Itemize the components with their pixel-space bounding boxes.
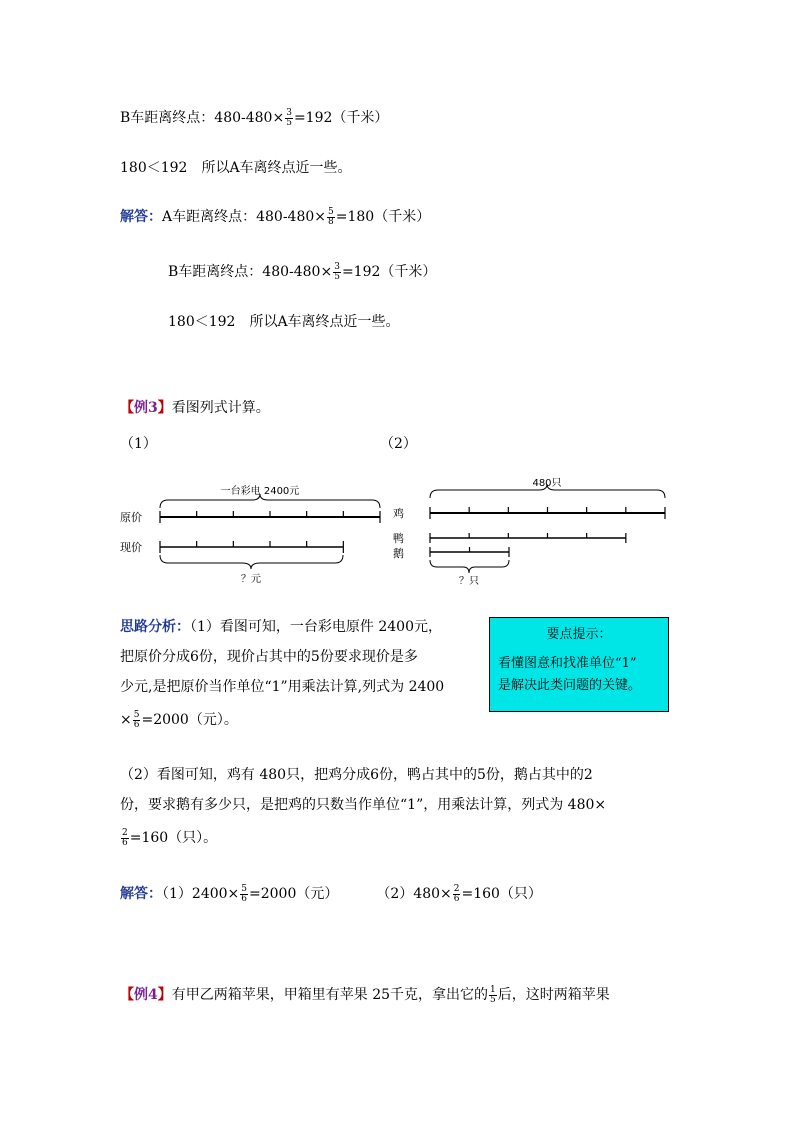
tip-text-2: 是解决此类问题的关键。	[498, 678, 642, 693]
analysis-line-2: 把原价分成6份，现价占其中的5份要求现价是多	[120, 649, 418, 665]
answer-label: 解答：	[120, 209, 162, 225]
bottom-brace	[430, 560, 509, 573]
answer-comparison-line: 180＜192 所以A车离终点近一些。	[168, 314, 400, 330]
answer3-line: 解答：（1）2400× $\frac{5}{6}$ =2000（元） （2）480× $\frac{2}{6}$ =160（只）	[120, 883, 542, 904]
fraction: $\frac{2}{6}$	[453, 883, 460, 904]
example3-heading: 【例3】看图列式计算。	[120, 400, 270, 416]
diagram1-bottom-label: ？元	[241, 574, 261, 585]
top-brace	[430, 484, 665, 498]
fraction: $\frac{5}{6}$	[241, 883, 248, 904]
analysis-p2-line-3: $\frac{2}{6}$ =160（只）。	[122, 827, 218, 848]
row-label-current: 现价	[120, 541, 142, 554]
a-distance-text: A车距离终点：480-480×	[162, 209, 327, 225]
analysis-label: 思路分析：	[120, 619, 190, 635]
example3-label: 例3	[134, 400, 158, 416]
fraction: $\frac{5}{6}$	[133, 709, 140, 730]
tip-box	[489, 617, 669, 712]
row-label-duck: 鸭	[393, 532, 404, 545]
answer-b-line	[168, 262, 436, 282]
fraction: $\frac{1}{5}$	[490, 984, 496, 1005]
comparison-line: 180＜192 所以A车离终点近一些。	[120, 160, 352, 176]
analysis-p2-line-1: （2）看图可知，鸡有 480只，把鸡分成6份，鸭占其中的5份，鹅占其中的2	[120, 767, 593, 783]
subproblem-1-label: （1）	[120, 436, 157, 452]
diagram2-top-label: 480只	[532, 478, 562, 489]
b-distance-text: B车距离终点：480-480×	[120, 110, 285, 126]
row-label-original: 原价	[120, 511, 142, 524]
a-distance-result: =180（千米）	[335, 209, 431, 225]
row-label-goose: 鹅	[393, 547, 404, 560]
b-distance-result: =192（千米）	[293, 110, 389, 126]
fraction: $\frac{5}{8}$	[328, 206, 334, 227]
example4-line: 【例4】有甲乙两箱苹果，甲箱里有苹果 25千克，拿出它的 $\frac{1}{5}$ 后，这时两箱苹果	[120, 984, 610, 1005]
analysis-line-3: 少元,是把原价当作单位“1”用乘法计算,列式为 2400	[120, 679, 445, 695]
bottom-brace	[160, 555, 343, 569]
diagram-poultry	[385, 472, 675, 590]
analysis-line-1: 思路分析：（1）看图可知，一台彩电原件 2400元，	[120, 619, 442, 635]
b-distance-line	[120, 108, 388, 128]
fraction: $\frac{2}{6}$	[122, 827, 128, 848]
tip-text-1: 看懂图意和找准单位“1”	[498, 656, 637, 671]
answer-a-line	[120, 207, 430, 227]
tip-title: 要点提示：	[546, 627, 612, 642]
example4-label: 例4	[134, 987, 158, 1003]
analysis-p2-line-2: 份，要求鹅有多少只，是把鸡的只数当作单位“1”，用乘法计算，列式为 480×	[120, 797, 607, 813]
fraction: $\frac{3}{5}$	[286, 107, 292, 128]
b-distance-result: =192（千米）	[341, 264, 437, 280]
analysis-line-4: × $\frac{5}{6}$ =2000（元）。	[120, 709, 238, 730]
diagram1-top-label: 一台彩电 2400元	[220, 486, 300, 497]
diagram2-bottom-label: ？只	[459, 576, 479, 587]
answer-label: 解答：	[120, 886, 162, 902]
b-distance-text: B车距离终点：480-480×	[168, 264, 333, 280]
subproblem-2-label: （2）	[380, 436, 417, 452]
example3-title: 看图列式计算。	[171, 400, 270, 416]
diagram-tv-price	[110, 472, 390, 590]
fraction: $\frac{3}{5}$	[334, 261, 340, 282]
row-label-chicken: 鸡	[393, 507, 404, 520]
